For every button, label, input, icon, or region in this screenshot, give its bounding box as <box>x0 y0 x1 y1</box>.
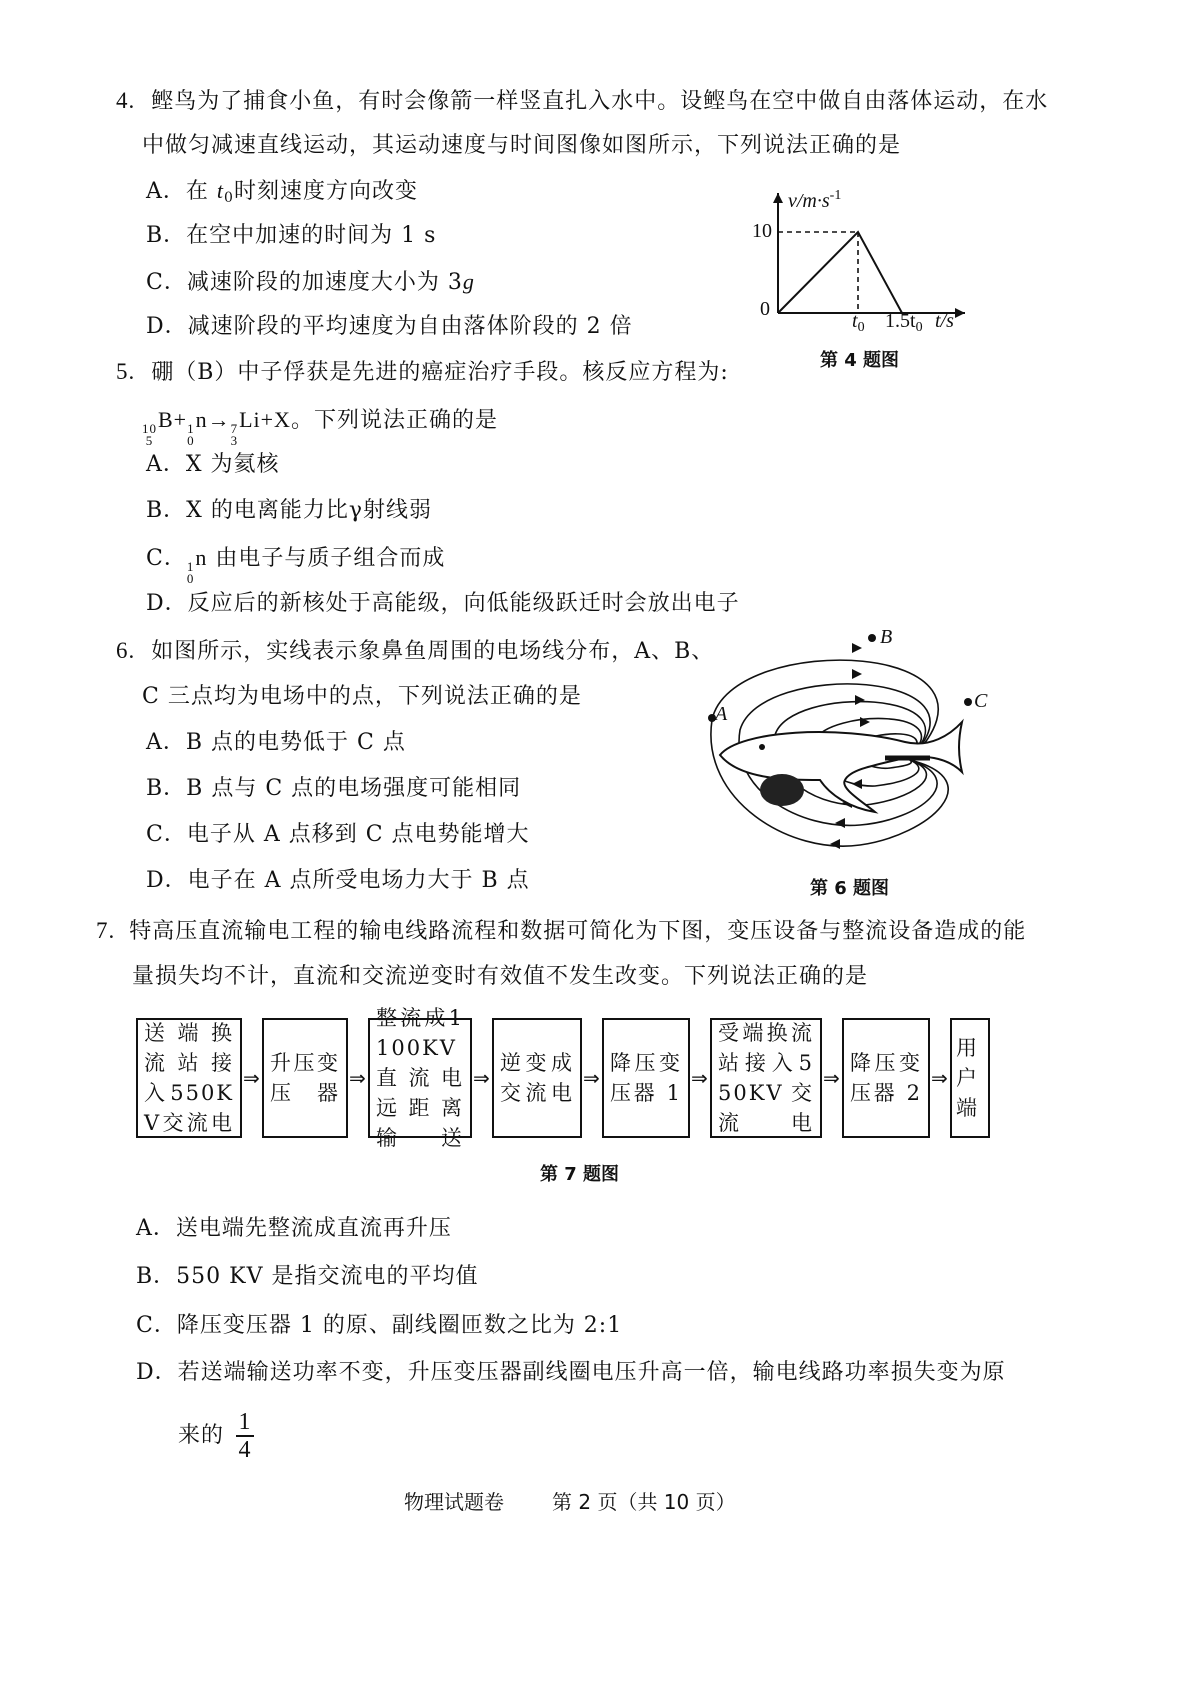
point-b-marker <box>868 634 876 642</box>
q7-caption: 第 7 题图 <box>540 1164 620 1185</box>
graph-origin: 0 <box>760 298 770 320</box>
flow-box-rectifier-dc: 整流成1100KV直流电远距离输送 <box>368 1018 472 1138</box>
arrow-icon <box>852 669 862 679</box>
q5-option-a: A．X 为氦核 <box>146 452 280 477</box>
graph-x-tick-1-5t0: $1.5t_0$ <box>885 310 923 335</box>
nuclide-boron: 10 5 B+ <box>142 407 188 448</box>
flow-box-inverter: 逆变成交流电 <box>492 1018 582 1138</box>
point-c-marker <box>964 698 972 706</box>
arrow-icon <box>852 779 862 789</box>
q5-option-c: C． 1 0 n 由电子与质子组合而成 <box>146 545 446 586</box>
fish-eye-icon <box>759 744 765 750</box>
q5-stem-line1: 5. 硼（B）中子俘获是先进的癌症治疗手段。核反应方程为: <box>116 359 729 385</box>
q7-option-c: C．降压变压器 1 的原、副线圈匝数之比为 2:1 <box>136 1313 623 1338</box>
rock-icon <box>760 774 804 806</box>
q7-option-d-line1: D．若送端输送功率不变，升压变压器副线圈电压升高一倍，输电线路功率损失变为原 <box>136 1360 1006 1385</box>
q6-stem-line2: C 三点均为电场中的点，下列说法正确的是 <box>142 684 582 709</box>
q6-option-b: B．B 点与 C 点的电场强度可能相同 <box>146 776 522 801</box>
graph-y-tick-10: 10 <box>752 220 772 242</box>
q4-caption: 第 4 题图 <box>820 350 900 371</box>
q4-option-d: D．减速阶段的平均速度为自由落体阶段的 2 倍 <box>146 314 633 339</box>
graph-x-tick-t0: $t_0$ <box>852 310 865 335</box>
q7-stem-line2: 量损失均不计，直流和交流逆变时有效值不发生改变。下列说法正确的是 <box>132 964 869 989</box>
flow-arrow-icon: ⇒ <box>473 1066 490 1090</box>
point-b-label: B <box>880 626 893 648</box>
footer-page-number: 第 2 页（共 10 页） <box>552 1490 736 1514</box>
q6-stem-line1: 6. 如图所示，实线表示象鼻鱼周围的电场线分布，A、B、 <box>116 638 715 664</box>
flow-arrow-icon: ⇒ <box>691 1066 708 1090</box>
footer-subject: 物理试题卷 <box>404 1490 504 1514</box>
q4-stem-line1: 4. 鲣鸟为了捕食小鱼，有时会像箭一样竖直扎入水中。设鲣鸟在空中做自由落体运动，在水 <box>116 88 1049 114</box>
flow-arrow-icon: ⇒ <box>931 1066 948 1090</box>
flow-arrow-icon: ⇒ <box>349 1066 366 1090</box>
q6-field-diagram <box>700 630 1000 870</box>
arrow-icon <box>852 643 862 653</box>
velocity-curve <box>778 232 902 313</box>
graph-y-label: $v/m\cdot s^{-1}$ <box>788 188 842 212</box>
nuclide-lithium: 7 3 Li+X。 <box>230 407 314 448</box>
q6-option-d: D．电子在 A 点所受电场力大于 B 点 <box>146 868 530 893</box>
flow-box-user-end: 用户端 <box>950 1018 990 1138</box>
y-axis-arrow-icon <box>773 193 783 203</box>
q5-option-d: D．反应后的新核处于高能级，向低能级跃迁时会放出电子 <box>146 591 740 616</box>
graph-x-label: t/s <box>935 310 954 332</box>
q5-option-b: B．X 的电离能力比γ射线弱 <box>146 498 432 523</box>
flow-box-receiving-station: 受端换流站接入550KV交流电 <box>710 1018 822 1138</box>
q4-stem-line2: 中做匀减速直线运动，其运动速度与时间图像如图所示，下列说法正确的是 <box>142 133 902 158</box>
flow-arrow-icon: ⇒ <box>583 1066 600 1090</box>
fraction-one-quarter: $\frac{1}{4}$ <box>236 1409 254 1463</box>
arrow-icon <box>835 818 845 828</box>
flow-arrow-icon: ⇒ <box>243 1066 260 1090</box>
q4-option-b: B．在空中加速的时间为 1 s <box>146 223 437 248</box>
q5-stem-line2: 10 5 B+ 1 0 n→ 7 3 Li+X。下列说法正确的是 <box>142 407 498 448</box>
flow-arrow-icon: ⇒ <box>823 1066 840 1090</box>
x-axis-arrow-icon <box>955 308 965 318</box>
flow-box-step-up-transformer: 升压变压器 <box>262 1018 348 1138</box>
q6-caption: 第 6 题图 <box>810 878 890 899</box>
arrow-icon <box>830 839 840 849</box>
q7-option-b: B．550 KV 是指交流电的平均值 <box>136 1264 479 1289</box>
nuclide-neutron: 1 0 n→ <box>187 407 231 448</box>
q7-stem-line1: 7. 特高压直流输电工程的输电线路流程和数据可简化为下图，变压设备与整流设备造成的能 <box>96 918 1027 944</box>
arrow-icon <box>855 695 865 705</box>
flow-box-step-down-1: 降压变压器 1 <box>602 1018 690 1138</box>
flow-box-sending-station: 送端换流站接入550KV交流电 <box>136 1018 242 1138</box>
q6-option-c: C．电子从 A 点移到 C 点电势能增大 <box>146 822 530 847</box>
q7-option-a: A．送电端先整流成直流再升压 <box>136 1216 452 1241</box>
point-a-label: A <box>715 703 728 725</box>
flow-box-step-down-2: 降压变压器 2 <box>842 1018 930 1138</box>
q7-option-d-line2: 来的 $\frac{1}{4}$ <box>178 1406 254 1466</box>
q4-option-a: A．在 $t_0$时刻速度方向改变 <box>146 178 418 206</box>
q4-option-c: C．减速阶段的加速度大小为 3g <box>146 269 475 295</box>
point-c-label: C <box>974 690 988 712</box>
q6-option-a: A．B 点的电势低于 C 点 <box>146 730 406 755</box>
